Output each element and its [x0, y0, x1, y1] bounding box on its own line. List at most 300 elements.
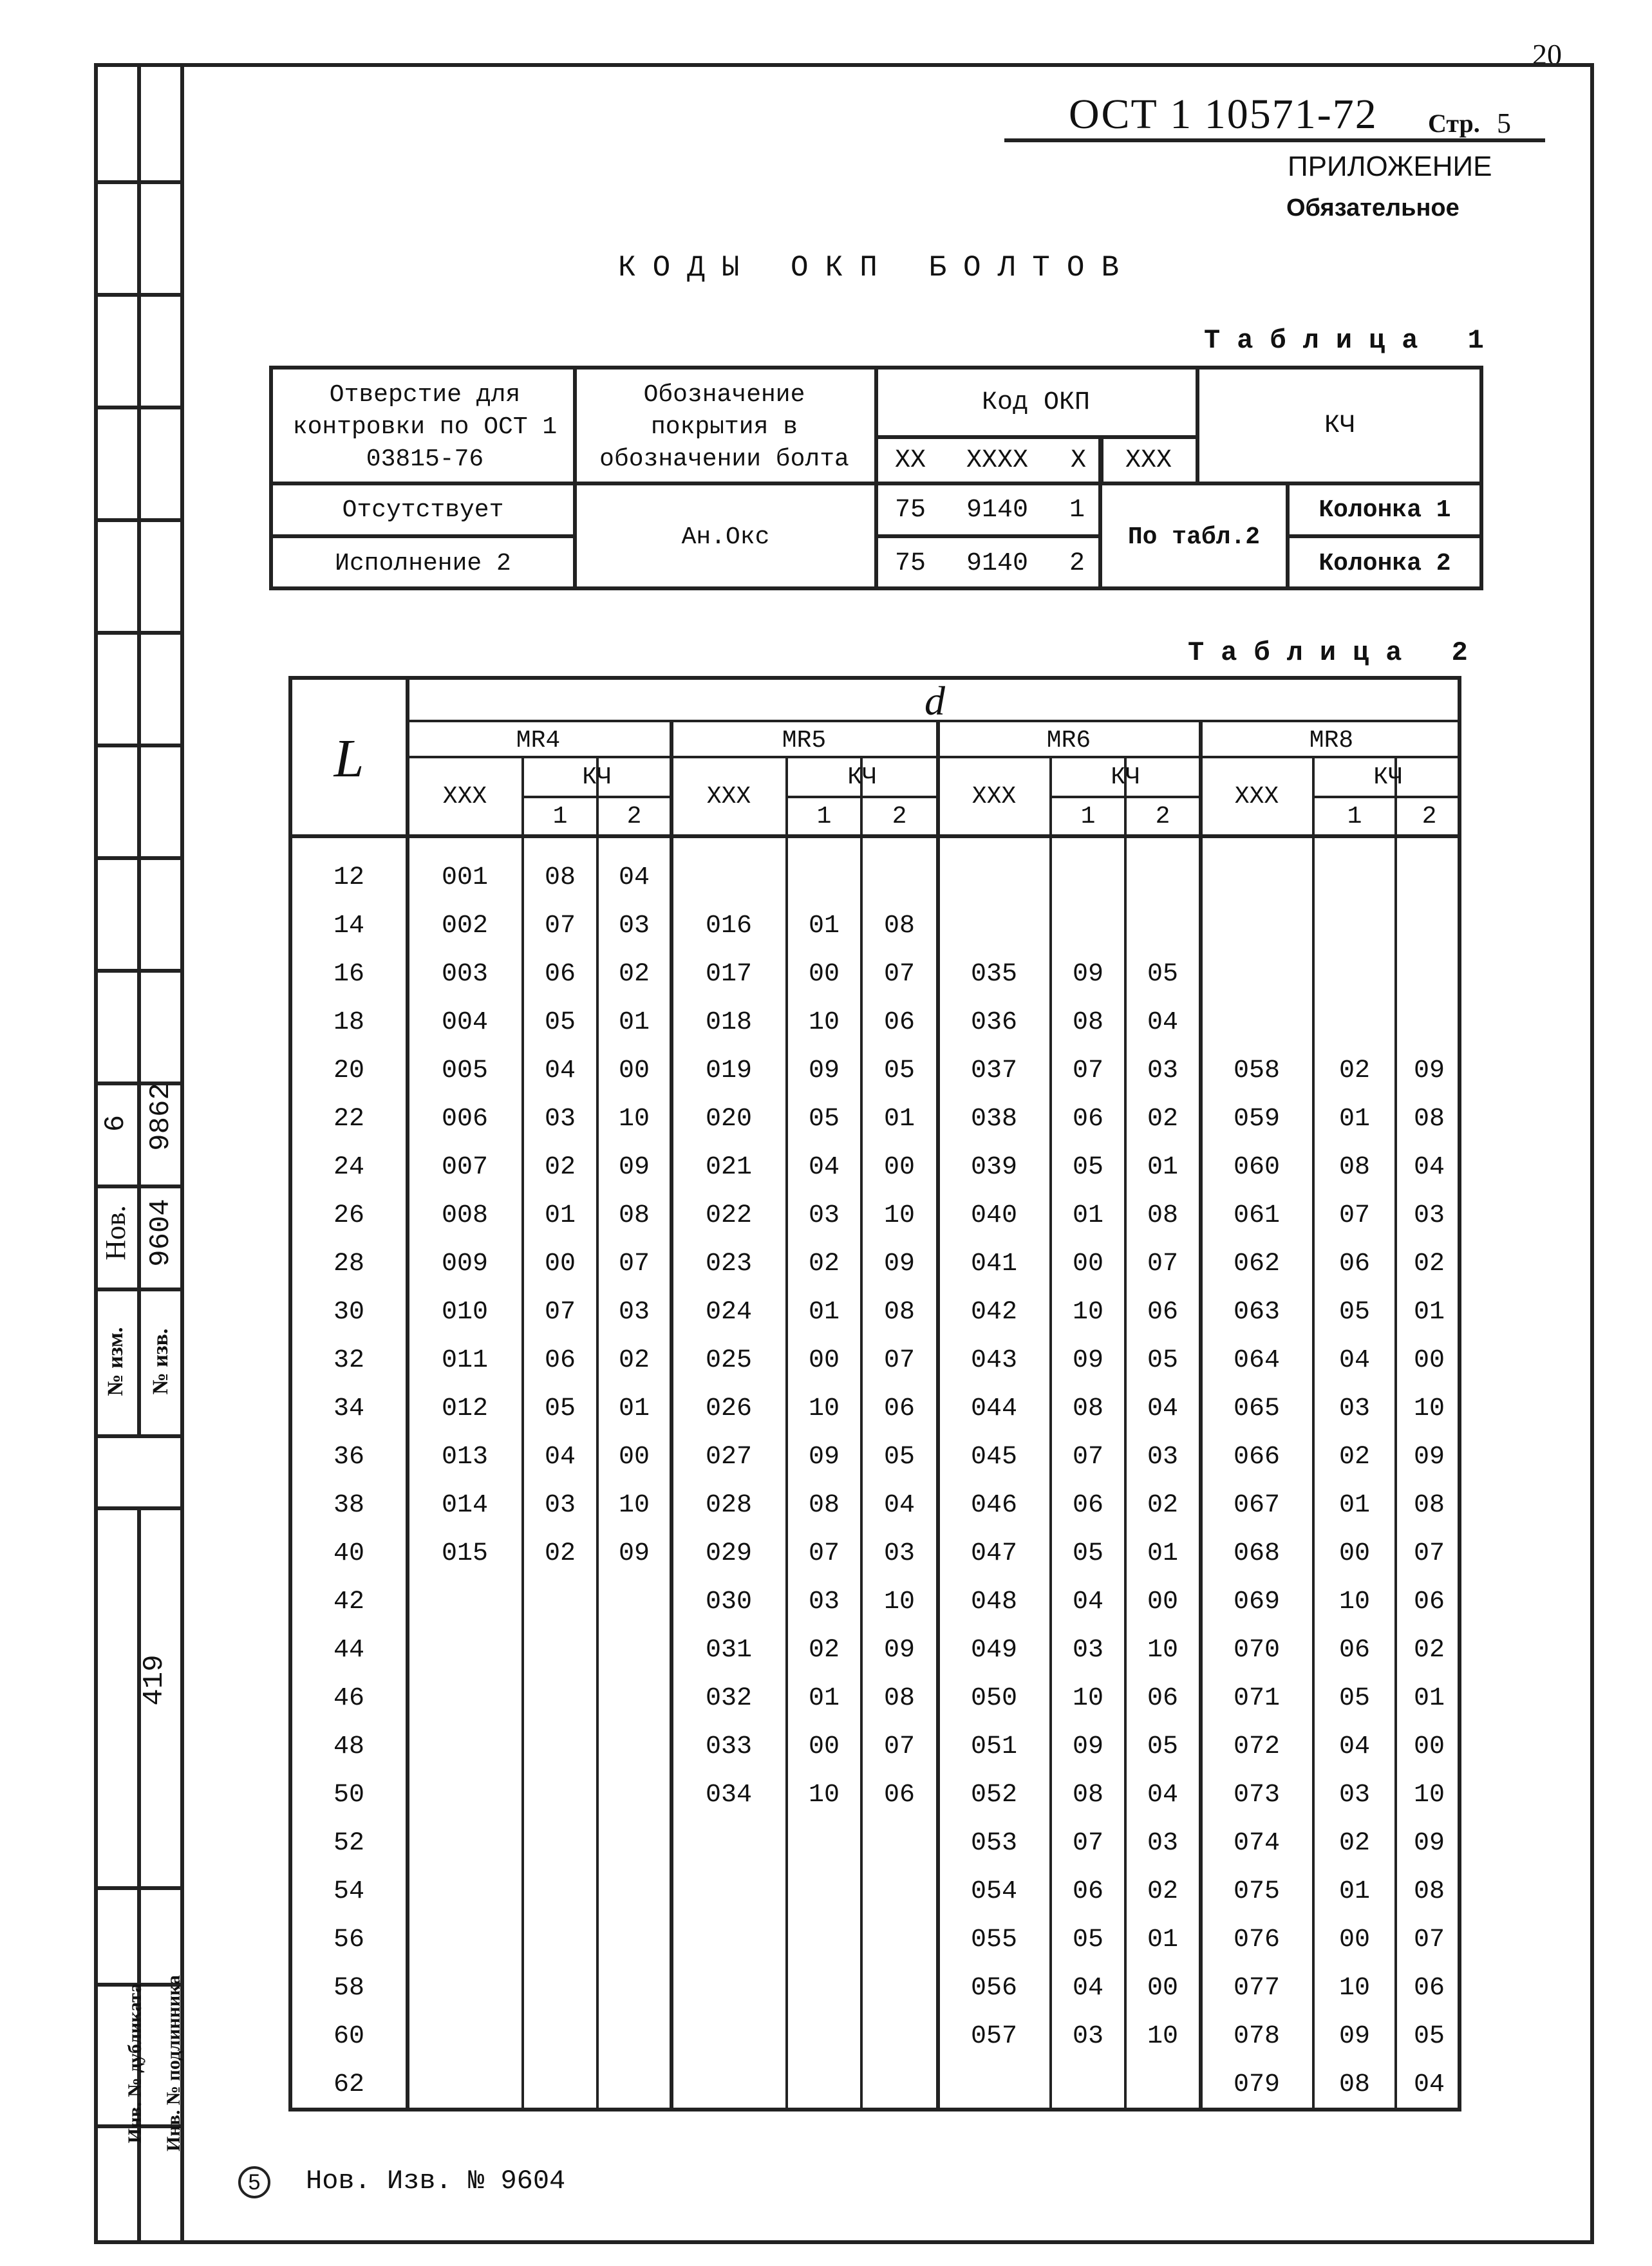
t2-cell: 08 [883, 1684, 915, 1713]
izm-label: № изм. [104, 1327, 127, 1396]
t2-cell: 017 [705, 960, 752, 989]
t2-cell: 019 [705, 1056, 752, 1085]
t2-cell: 01 [808, 1684, 840, 1713]
t2-cell: 05 [883, 1056, 915, 1085]
t2-cell: 016 [705, 912, 752, 941]
t2-cell: 032 [705, 1684, 752, 1713]
t2-cell: 10 [1338, 1587, 1370, 1616]
t2-cell: 08 [1413, 1105, 1445, 1134]
strip-tick [94, 744, 184, 747]
t2-cell: 022 [705, 1201, 752, 1230]
t2-cell: 03 [1147, 1443, 1178, 1472]
t2-cell: 10 [1072, 1684, 1103, 1713]
t2-sub-kch: КЧ [1373, 763, 1403, 791]
t2-cell-l: 52 [333, 1829, 364, 1858]
t2-cell: 053 [970, 1829, 1017, 1858]
t2-cell: 02 [1338, 1056, 1370, 1085]
t2-cell-l: 56 [333, 1925, 364, 1954]
t2-cell: 10 [618, 1491, 650, 1520]
t2-cell: 07 [544, 912, 576, 941]
t2-cell: 01 [1413, 1298, 1445, 1327]
t2-cell: 049 [970, 1636, 1017, 1665]
t2-cell: 00 [808, 960, 840, 989]
t2-grid-line [292, 834, 1461, 838]
t2-cell: 01 [618, 1394, 650, 1423]
t2-cell: 07 [1072, 1829, 1103, 1858]
t2-cell: 04 [618, 863, 650, 892]
t1-row2-xx: 75 [894, 548, 926, 578]
t1-row1-xxxx: 9140 [966, 495, 1028, 525]
t2-cell: 09 [618, 1153, 650, 1182]
t2-cell: 03 [544, 1491, 576, 1520]
t2-cell: 07 [883, 1346, 915, 1375]
t2-cell-l: 50 [333, 1781, 364, 1810]
t2-cell: 005 [441, 1056, 488, 1085]
t2-cell: 03 [808, 1201, 840, 1230]
t2-cell: 05 [1338, 1298, 1370, 1327]
t2-cell: 01 [1338, 1877, 1370, 1906]
t2-cell: 071 [1233, 1684, 1280, 1713]
t2-cell: 00 [1147, 1587, 1178, 1616]
t1-row2-xxxx: 9140 [966, 548, 1028, 578]
strip-tick [94, 1288, 184, 1291]
page-number: 20 [1532, 38, 1562, 71]
strip-tick [94, 1434, 184, 1438]
t2-cell: 08 [1072, 1781, 1103, 1810]
t2-cell-l: 62 [333, 2070, 364, 2099]
inv-number: 419 [138, 1654, 171, 1706]
t2-cell: 10 [1413, 1394, 1445, 1423]
t2-cell: 079 [1233, 2070, 1280, 2099]
t2-l-header: L [333, 728, 364, 789]
t2-cell: 060 [1233, 1153, 1280, 1182]
t2-cell: 07 [883, 960, 915, 989]
t2-cell: 025 [705, 1346, 752, 1375]
t2-cell: 029 [705, 1539, 752, 1568]
t2-sub-col-2: 2 [1422, 802, 1437, 830]
strip-divider [137, 63, 141, 1434]
page-label: Стр. [1428, 109, 1480, 138]
t2-cell: 10 [1147, 1636, 1178, 1665]
t2-cell-l: 20 [333, 1056, 364, 1085]
t2-cell: 069 [1233, 1587, 1280, 1616]
t2-cell: 048 [970, 1587, 1017, 1616]
t2-sub-xxx: XXX [971, 782, 1017, 810]
t2-cell-l: 42 [333, 1587, 364, 1616]
t2-cell: 06 [1413, 1974, 1445, 2003]
t2-cell: 06 [1338, 1250, 1370, 1278]
t2-cell: 064 [1233, 1346, 1280, 1375]
t2-cell: 07 [1413, 1925, 1445, 1954]
table1-caption: Таблица 1 [1204, 325, 1501, 356]
t2-cell: 00 [883, 1153, 915, 1182]
t2-cell: 01 [618, 1008, 650, 1037]
t2-group-mr8: MR8 [1309, 726, 1354, 754]
t2-cell: 03 [1338, 1394, 1370, 1423]
t2-cell-l: 32 [333, 1346, 364, 1375]
t2-cell: 07 [883, 1732, 915, 1761]
t2-cell: 09 [808, 1056, 840, 1085]
t2-cell: 02 [1147, 1491, 1178, 1520]
t2-cell: 07 [1072, 1056, 1103, 1085]
t1-xxx-ref: По табл.2 [1127, 523, 1261, 551]
strip-tick [94, 518, 184, 522]
t2-cell: 065 [1233, 1394, 1280, 1423]
t2-cell: 06 [1413, 1587, 1445, 1616]
t2-cell: 10 [1147, 2022, 1178, 2051]
t2-cell: 00 [618, 1443, 650, 1472]
t2-cell: 05 [1338, 1684, 1370, 1713]
t2-cell: 06 [1072, 1105, 1103, 1134]
t2-cell-l: 24 [333, 1153, 364, 1182]
t2-cell-l: 46 [333, 1684, 364, 1713]
t2-cell: 051 [970, 1732, 1017, 1761]
t2-cell: 044 [970, 1394, 1017, 1423]
t2-cell: 05 [1072, 1925, 1103, 1954]
t2-cell: 05 [1147, 960, 1178, 989]
t2-cell: 020 [705, 1105, 752, 1134]
t2-cell: 063 [1233, 1298, 1280, 1327]
t2-cell: 052 [970, 1781, 1017, 1810]
t2-sub-xxx: XXX [706, 782, 751, 810]
t2-sub-col-1: 1 [816, 802, 832, 830]
t2-cell: 030 [705, 1587, 752, 1616]
t2-cell: 10 [808, 1008, 840, 1037]
t2-cell: 09 [1072, 960, 1103, 989]
t1-header-xxxx: XXXX [966, 445, 1028, 475]
t2-cell: 04 [1072, 1587, 1103, 1616]
t2-cell-l: 60 [333, 2022, 364, 2051]
t2-cell: 10 [618, 1105, 650, 1134]
t1-row1-x: 1 [1069, 495, 1085, 525]
t2-cell: 00 [1147, 1974, 1178, 2003]
t2-sub-kch: КЧ [582, 763, 612, 791]
t2-cell: 072 [1233, 1732, 1280, 1761]
strip-tick [94, 1506, 184, 1510]
izv-value-2: 9862 [145, 1083, 177, 1151]
strip-tick [94, 969, 184, 973]
t2-cell: 007 [441, 1153, 488, 1182]
t2-cell-l: 44 [333, 1636, 364, 1665]
t2-cell: 05 [808, 1105, 840, 1134]
t2-sub-xxx: XXX [1234, 782, 1279, 810]
t2-cell: 04 [1147, 1394, 1178, 1423]
t2-cell: 04 [544, 1056, 576, 1085]
t2-cell: 014 [441, 1491, 488, 1520]
t2-cell: 08 [618, 1201, 650, 1230]
t2-cell: 061 [1233, 1201, 1280, 1230]
t2-cell: 10 [883, 1201, 915, 1230]
t2-cell: 06 [1147, 1298, 1178, 1327]
t2-sub-kch: КЧ [1111, 763, 1140, 791]
t2-cell: 006 [441, 1105, 488, 1134]
t2-cell: 04 [544, 1443, 576, 1472]
strip-tick [94, 406, 184, 409]
t2-cell: 08 [544, 863, 576, 892]
t2-cell: 034 [705, 1781, 752, 1810]
t2-cell: 06 [1147, 1684, 1178, 1713]
t2-cell: 04 [883, 1491, 915, 1520]
t2-cell: 02 [544, 1153, 576, 1182]
t2-cell: 073 [1233, 1781, 1280, 1810]
t2-cell: 02 [1413, 1250, 1445, 1278]
t2-cell: 03 [618, 912, 650, 941]
t2-cell: 08 [1413, 1877, 1445, 1906]
t2-cell: 06 [544, 1346, 576, 1375]
t2-cell: 021 [705, 1153, 752, 1182]
t2-cell: 002 [441, 912, 488, 941]
t2-cell: 09 [618, 1539, 650, 1568]
t2-cell: 078 [1233, 2022, 1280, 2051]
t2-cell-l: 58 [333, 1974, 364, 2003]
dup-label: Инв. № дубликата [124, 1983, 145, 2144]
t1-header-okp: Код ОКП [981, 388, 1091, 417]
t2-cell: 05 [1072, 1153, 1103, 1182]
t1-header-x: X [1070, 445, 1086, 475]
t2-cell: 059 [1233, 1105, 1280, 1134]
t2-cell: 10 [808, 1781, 840, 1810]
t2-cell: 08 [1338, 1153, 1370, 1182]
t2-cell: 010 [441, 1298, 488, 1327]
t2-cell: 03 [883, 1539, 915, 1568]
t2-cell: 004 [441, 1008, 488, 1037]
t2-cell: 02 [618, 960, 650, 989]
t2-cell: 05 [883, 1443, 915, 1472]
t2-cell: 056 [970, 1974, 1017, 2003]
t2-cell: 038 [970, 1105, 1017, 1134]
t2-cell: 013 [441, 1443, 488, 1472]
nov-label: Нов. [100, 1205, 131, 1260]
t2-cell: 02 [618, 1346, 650, 1375]
t1-header-hole: Отверстие для контровки по ОСТ 1 03815-76 [292, 381, 558, 473]
t2-cell: 04 [808, 1153, 840, 1182]
t2-cell: 01 [1147, 1925, 1178, 1954]
t2-sub-xxx: XXX [442, 782, 487, 810]
t2-group-mr4: MR4 [516, 726, 561, 754]
t2-cell: 055 [970, 1925, 1017, 1954]
t2-cell: 09 [808, 1443, 840, 1472]
t2-cell: 045 [970, 1443, 1017, 1472]
t2-cell: 07 [544, 1298, 576, 1327]
t2-cell: 09 [1338, 2022, 1370, 2051]
t2-cell-l: 38 [333, 1491, 364, 1520]
t2-cell: 02 [1147, 1105, 1178, 1134]
t2-cell: 03 [1413, 1201, 1445, 1230]
t2-cell: 026 [705, 1394, 752, 1423]
t2-cell: 02 [1413, 1636, 1445, 1665]
t2-cell: 09 [1072, 1732, 1103, 1761]
t2-cell: 01 [808, 912, 840, 941]
t2-cell: 008 [441, 1201, 488, 1230]
t2-cell: 028 [705, 1491, 752, 1520]
t1-row1-xx: 75 [894, 495, 926, 525]
t2-sub-col-2: 2 [1155, 802, 1170, 830]
t2-cell: 00 [1413, 1346, 1445, 1375]
t2-cell: 01 [808, 1298, 840, 1327]
t2-cell: 10 [1338, 1974, 1370, 2003]
t2-cell: 00 [1338, 1539, 1370, 1568]
orig-label: Инв. № подлинника [163, 1975, 184, 2151]
t1-row2-x: 2 [1069, 548, 1085, 578]
t2-cell: 08 [1072, 1394, 1103, 1423]
strip-tick [94, 180, 184, 184]
strip-tick [94, 1886, 184, 1890]
t2-cell: 074 [1233, 1829, 1280, 1858]
t2-cell-l: 22 [333, 1105, 364, 1134]
t1-header-xxx: XXX [1125, 445, 1172, 475]
t2-cell: 047 [970, 1539, 1017, 1568]
t2-cell: 09 [1072, 1346, 1103, 1375]
t2-cell: 054 [970, 1877, 1017, 1906]
t1-row2-kch: Колонка 2 [1319, 549, 1451, 577]
t2-cell: 035 [970, 960, 1017, 989]
t2-cell: 001 [441, 863, 488, 892]
appendix-status: Обязательное [1286, 194, 1460, 221]
t2-cell: 01 [883, 1105, 915, 1134]
t2-cell: 00 [808, 1346, 840, 1375]
t2-cell: 018 [705, 1008, 752, 1037]
t2-cell: 03 [808, 1587, 840, 1616]
t2-cell: 03 [618, 1298, 650, 1327]
t2-cell: 08 [1072, 1008, 1103, 1037]
t2-cell: 027 [705, 1443, 752, 1472]
t2-cell: 04 [1147, 1008, 1178, 1037]
header-underline [1004, 138, 1545, 142]
t2-cell: 077 [1233, 1974, 1280, 2003]
t2-cell: 08 [883, 1298, 915, 1327]
nov-value: 6 [100, 1114, 132, 1132]
t2-cell-l: 34 [333, 1394, 364, 1423]
t2-cell: 05 [544, 1008, 576, 1037]
t2-cell-l: 36 [333, 1443, 364, 1472]
t1-row1-kch: Колонка 1 [1319, 496, 1451, 524]
t2-cell: 04 [1413, 1153, 1445, 1182]
t2-cell: 01 [1147, 1539, 1178, 1568]
t2-cell: 00 [1072, 1250, 1103, 1278]
t2-cell: 041 [970, 1250, 1017, 1278]
t2-cell: 00 [808, 1732, 840, 1761]
t2-cell: 062 [1233, 1250, 1280, 1278]
t2-cell: 08 [1147, 1201, 1178, 1230]
t2-cell-l: 14 [333, 912, 364, 941]
t2-cell: 015 [441, 1539, 488, 1568]
t2-sub-col-1: 1 [552, 802, 568, 830]
t2-cell: 037 [970, 1056, 1017, 1085]
page-num: 5 [1497, 108, 1511, 139]
t2-cell: 00 [618, 1056, 650, 1085]
t2-cell: 04 [1338, 1346, 1370, 1375]
t2-cell: 01 [1338, 1491, 1370, 1520]
t2-cell: 06 [1072, 1877, 1103, 1906]
t2-cell-l: 48 [333, 1732, 364, 1761]
table2 [288, 676, 1461, 2112]
t2-cell: 03 [1072, 1636, 1103, 1665]
t2-group-mr5: MR5 [782, 726, 827, 754]
t2-cell: 01 [544, 1201, 576, 1230]
t2-cell: 076 [1233, 1925, 1280, 1954]
t2-cell: 08 [1413, 1491, 1445, 1520]
t2-cell: 070 [1233, 1636, 1280, 1665]
t2-cell: 03 [544, 1105, 576, 1134]
t2-cell: 03 [1338, 1781, 1370, 1810]
t2-cell: 02 [1338, 1443, 1370, 1472]
t1-header-kch: КЧ [1324, 411, 1355, 440]
t2-cell: 05 [544, 1394, 576, 1423]
t2-cell-l: 26 [333, 1201, 364, 1230]
t2-cell: 036 [970, 1008, 1017, 1037]
t2-cell: 031 [705, 1636, 752, 1665]
t2-cell: 057 [970, 2022, 1017, 2051]
t2-cell: 05 [1072, 1539, 1103, 1568]
t2-cell: 023 [705, 1250, 752, 1278]
t2-cell: 01 [1072, 1201, 1103, 1230]
t1-row2-hole: Исполнение 2 [335, 549, 511, 577]
t2-cell: 07 [808, 1539, 840, 1568]
t2-group-mr6: MR6 [1046, 726, 1091, 754]
t2-cell: 09 [1413, 1829, 1445, 1858]
t2-cell: 05 [1147, 1732, 1178, 1761]
t2-cell: 07 [618, 1250, 650, 1278]
t2-cell: 07 [1147, 1250, 1178, 1278]
t2-d-header: d [925, 678, 945, 724]
t2-cell: 04 [1338, 1732, 1370, 1761]
t2-cell-l: 28 [333, 1250, 364, 1278]
footer-note: Нов. Изв. № 9604 [306, 2166, 566, 2196]
t2-cell: 06 [1072, 1491, 1103, 1520]
t2-cell: 050 [970, 1684, 1017, 1713]
t2-cell: 08 [883, 912, 915, 941]
circle-number: 5 [248, 2169, 261, 2195]
t2-cell: 03 [1072, 2022, 1103, 2051]
t2-cell: 011 [441, 1346, 488, 1375]
t2-cell-l: 30 [333, 1298, 364, 1327]
t2-cell: 024 [705, 1298, 752, 1327]
t2-cell: 04 [1413, 2070, 1445, 2099]
t2-cell: 04 [1072, 1974, 1103, 2003]
t2-cell: 02 [808, 1250, 840, 1278]
t1-coating: Ан.Окс [681, 523, 770, 551]
t2-cell: 066 [1233, 1443, 1280, 1472]
t2-cell: 07 [1338, 1201, 1370, 1230]
t2-cell: 09 [1413, 1443, 1445, 1472]
izv-value-1: 9604 [145, 1199, 177, 1267]
t2-cell: 06 [883, 1008, 915, 1037]
t2-cell: 03 [1147, 1056, 1178, 1085]
t2-cell: 04 [1147, 1781, 1178, 1810]
t2-cell: 10 [1072, 1298, 1103, 1327]
standard-code: ОСТ 1 10571-72 [1069, 91, 1378, 138]
t2-cell: 09 [1413, 1056, 1445, 1085]
t2-cell: 009 [441, 1250, 488, 1278]
t2-sub-col-2: 2 [626, 802, 642, 830]
t2-cell: 00 [1338, 1925, 1370, 1954]
t2-cell: 03 [1147, 1829, 1178, 1858]
t2-cell: 033 [705, 1732, 752, 1761]
t2-sub-col-1: 1 [1080, 802, 1096, 830]
t2-cell: 00 [544, 1250, 576, 1278]
t1-header-coating: Обозначение покрытия в обозначении болта [599, 381, 849, 473]
t2-cell-l: 12 [333, 863, 364, 892]
page-title: КОДЫ ОКП БОЛТОВ [618, 251, 1136, 285]
t2-cell: 06 [883, 1781, 915, 1810]
t2-cell: 039 [970, 1153, 1017, 1182]
t2-cell: 07 [1413, 1539, 1445, 1568]
t2-cell: 09 [883, 1636, 915, 1665]
t2-cell: 02 [544, 1539, 576, 1568]
t2-cell: 10 [808, 1394, 840, 1423]
t2-cell: 01 [1413, 1684, 1445, 1713]
t2-sub-kch: КЧ [847, 763, 877, 791]
